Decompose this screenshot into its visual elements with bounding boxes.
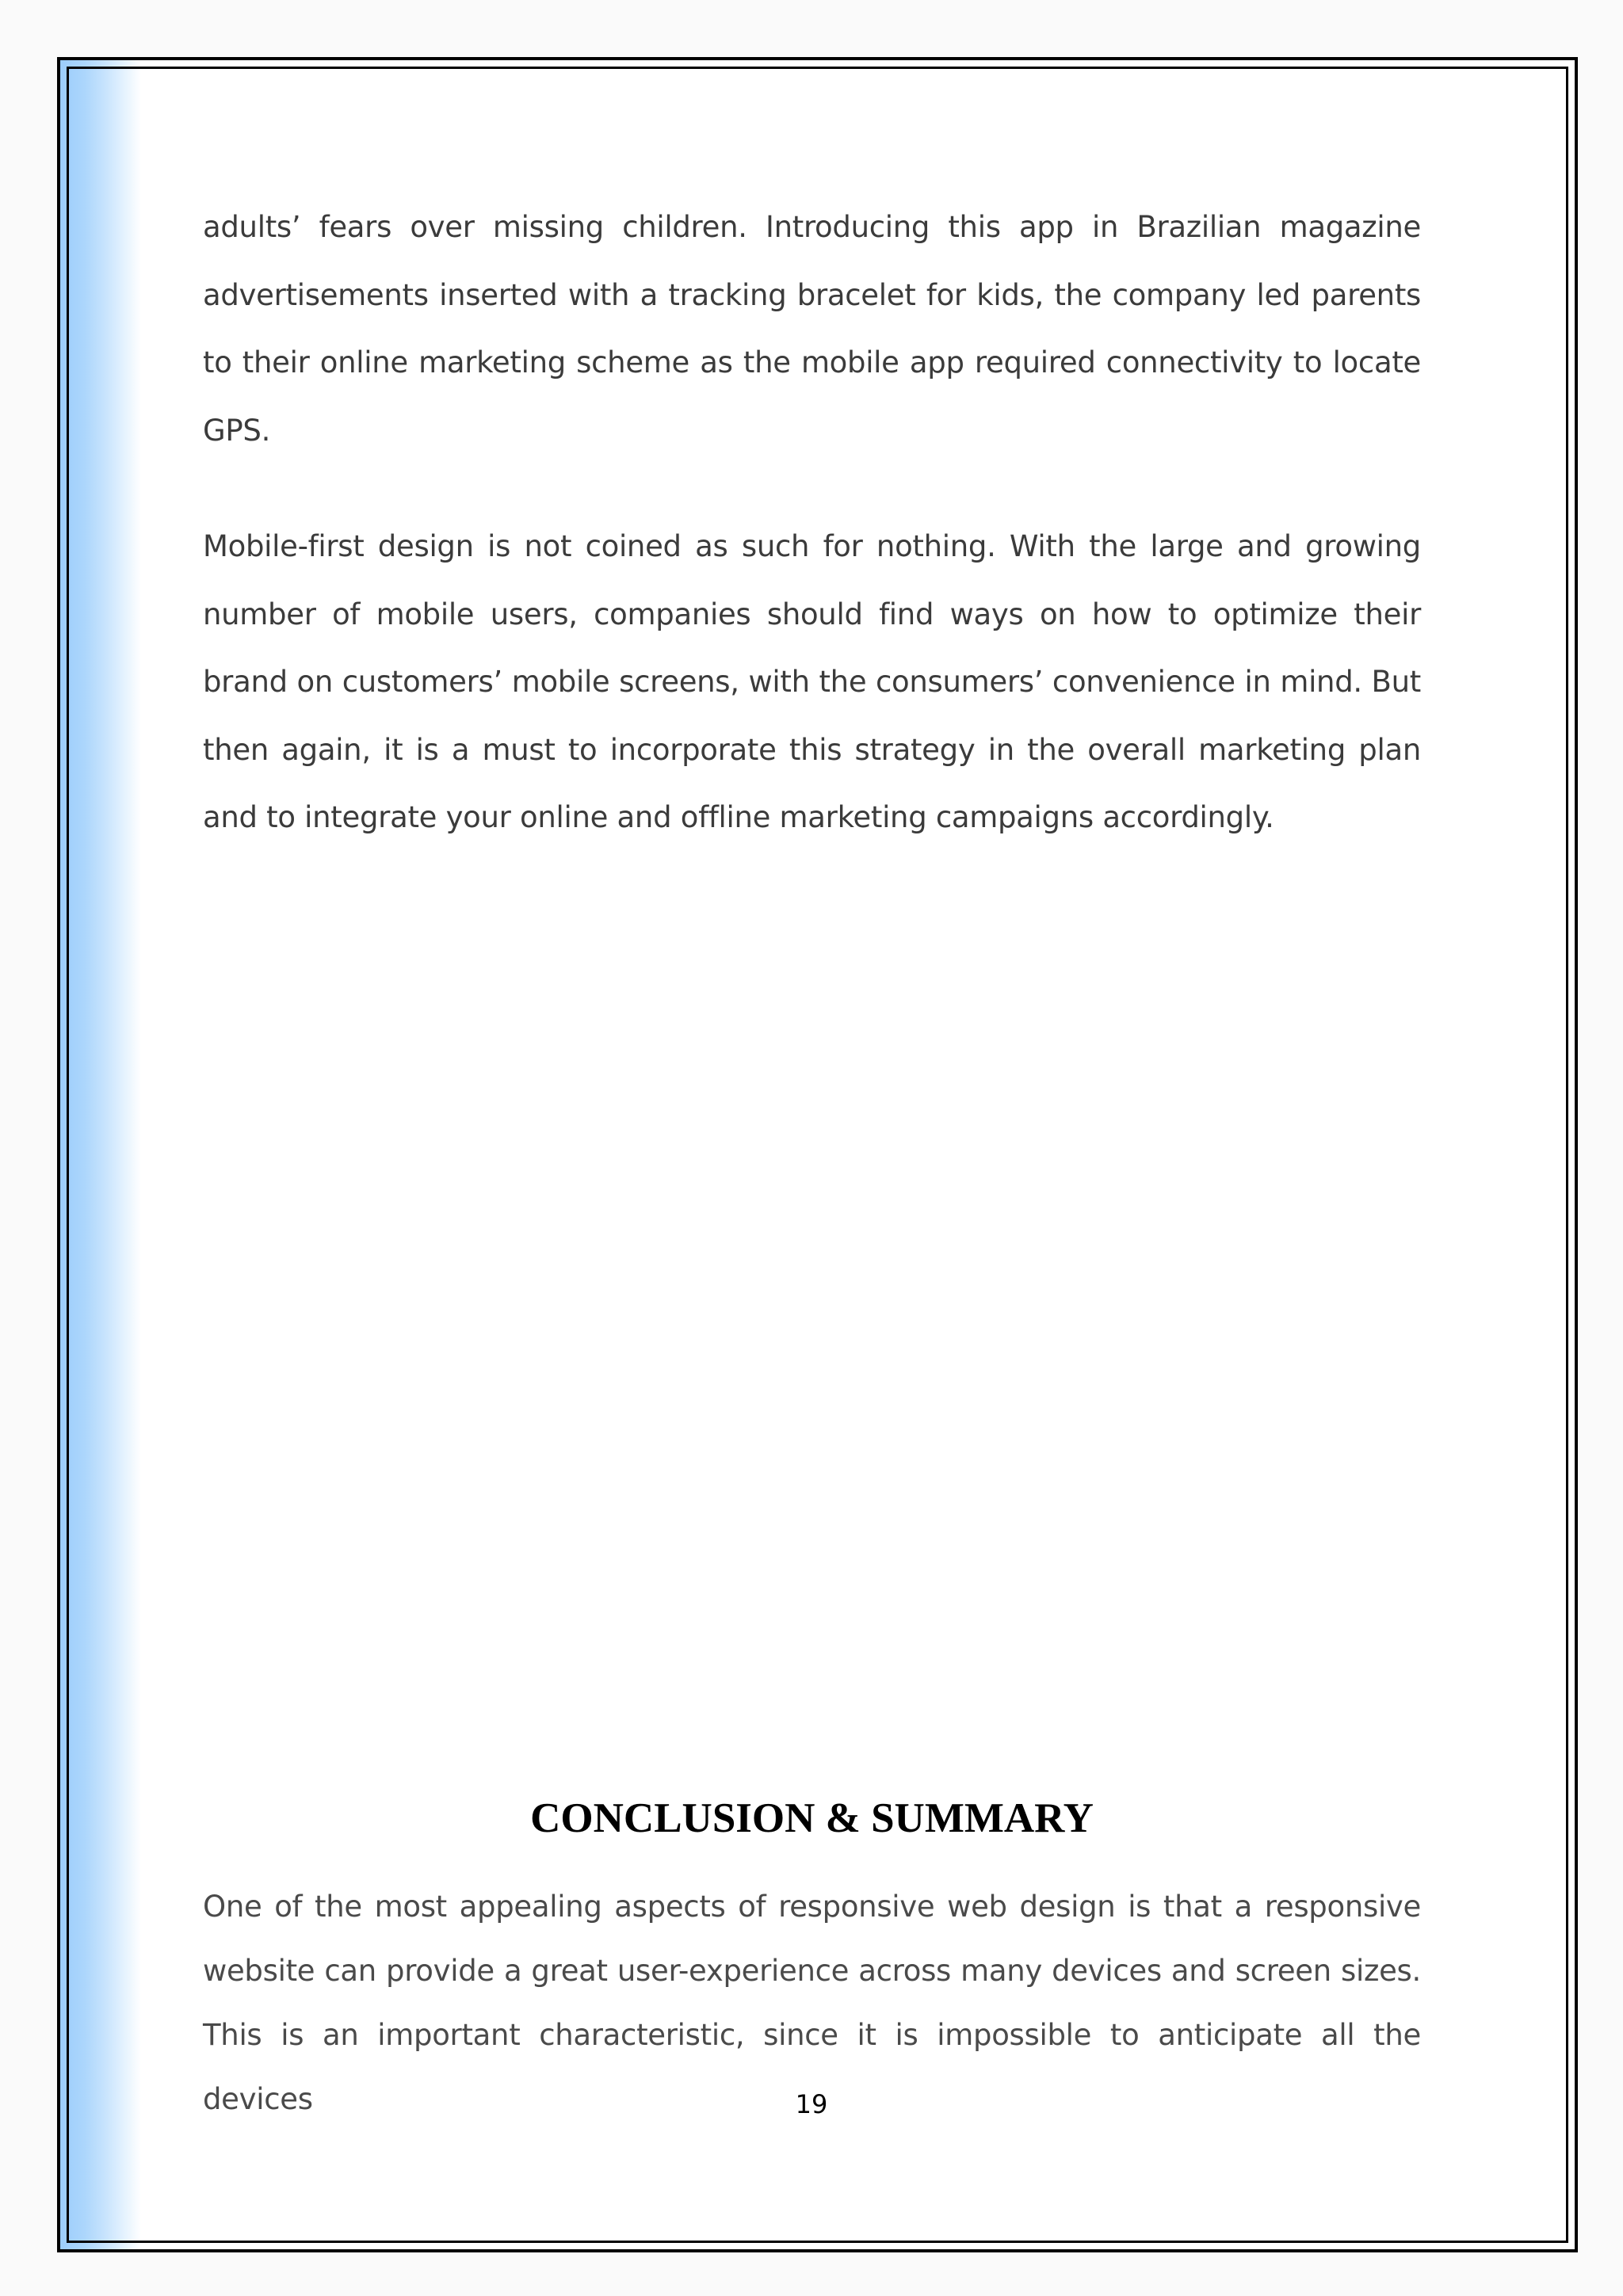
page-number: 19 <box>795 2089 828 2119</box>
section-heading: CONCLUSION & SUMMARY <box>530 1795 1094 1841</box>
conclusion-paragraph: One of the most appealing aspects of responsive web design is that a responsive website can provide a great user-experience across many devices and screen sizes. This is an important characteristic, since it is impossible to anticipate all the devices <box>203 1890 1421 2116</box>
body-paragraph-1: adults’ fears over missing children. Introducing this app in Brazilian magazine advertisements inserted with a tracking bracelet for kids, the company led parents to their online marketing scheme as the mobile app required connectivity to locate GPS. <box>203 210 1421 448</box>
body-paragraph-2: Mobile-first design is not coined as such for nothing. With the large and growing number of mobile users, companies should find ways on how to optimize their brand on customers’ mobile screens, with the consumers’ convenience in mind. But then again, it is a must to incorporate this strategy in the overall marketing plan and to integrate your online and offline marketing campaigns accordingly. <box>203 529 1421 834</box>
